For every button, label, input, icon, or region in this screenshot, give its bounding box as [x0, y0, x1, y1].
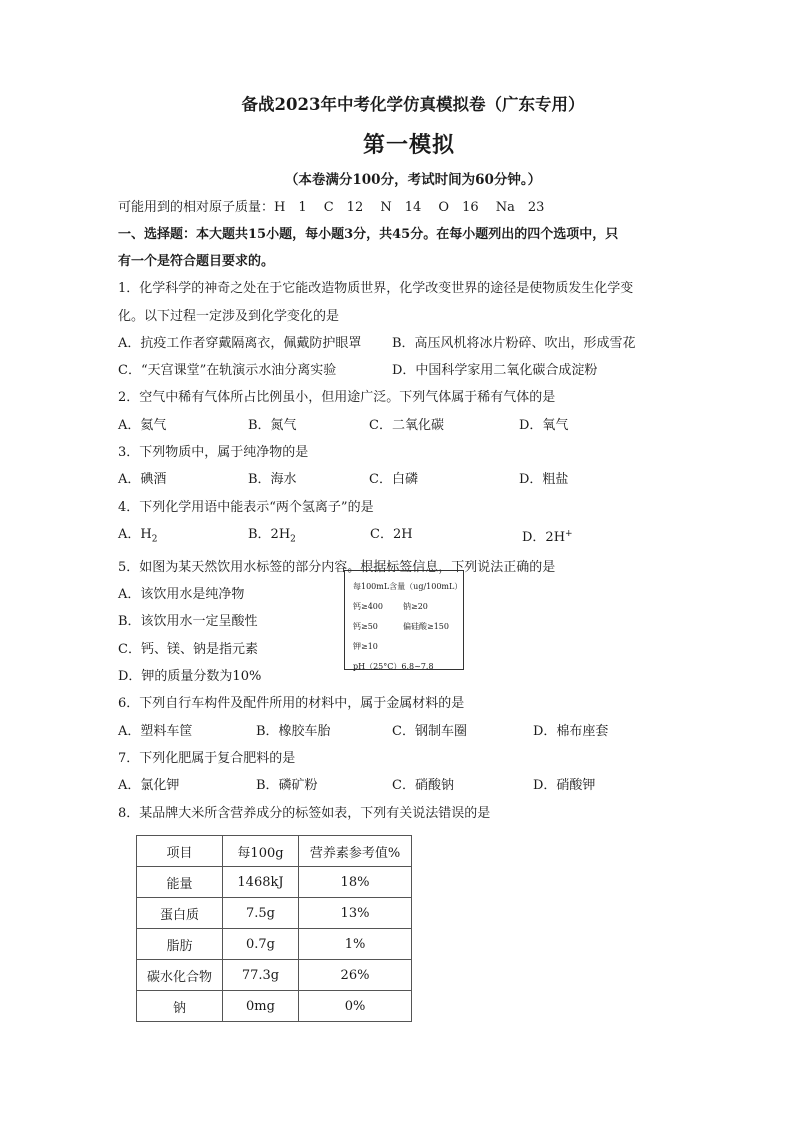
q6-option-b[interactable]: B．橡胶车胎	[256, 723, 331, 739]
section-heading-line1: 一、选择题：本大题共15小题，每小题3分，共45分。在每小题列出的四个选项中，只	[118, 227, 619, 243]
exam-title: 备战2023年中考化学仿真模拟卷（广东专用）	[241, 95, 585, 114]
table-cell: 77.3g	[223, 960, 299, 991]
exam-subtitle: 第一模拟	[362, 132, 455, 158]
table-cell: 脂肪	[137, 929, 223, 960]
q6-stem: 6．下列自行车构件及配件所用的材料中，属于金属材料的是	[118, 696, 465, 712]
q6-option-c[interactable]: C．钢制车圈	[392, 723, 467, 739]
table-row	[137, 929, 412, 960]
water-label-item: 钾≥10	[353, 641, 378, 651]
q4-option-c[interactable]: C．2H	[370, 526, 413, 542]
water-label-ph: pH（25°C）6.8~7.8	[353, 661, 434, 671]
question-7	[118, 745, 678, 800]
q1-option-d[interactable]: D．中国科学家用二氧化碳合成淀粉	[392, 363, 598, 379]
table-cell: 碳水化合物	[137, 960, 223, 991]
table-cell: 0mg	[223, 991, 299, 1022]
water-label-item: 钙≥400	[353, 601, 383, 611]
table-row	[137, 898, 412, 929]
table-cell: 7.5g	[223, 898, 299, 929]
table-cell: 18%	[299, 867, 412, 898]
question-4	[118, 494, 678, 554]
q1-stem-line2: 化。以下过程一定涉及到化学变化的是	[118, 308, 340, 324]
question-6	[118, 690, 678, 745]
water-label-item: 偏硅酸≥150	[403, 621, 449, 631]
q6-option-a[interactable]: A．塑料车筐	[118, 723, 193, 739]
q7-option-a[interactable]: A．氯化钾	[118, 778, 180, 794]
q3-option-d[interactable]: D．粗盐	[519, 472, 569, 488]
question-5	[118, 554, 678, 690]
q2-stem: 2．空气中稀有气体所占比例虽小，但用途广泛。下列气体属于稀有气体的是	[118, 390, 556, 406]
water-label-heading: 每100mL含量（ug/100mL）	[353, 581, 463, 591]
table-cell: 能量	[137, 867, 223, 898]
q6-option-d[interactable]: D．棉布座套	[533, 723, 609, 739]
q5-option-b[interactable]: B．该饮用水一定呈酸性	[118, 614, 258, 630]
q3-option-c[interactable]: C．白磷	[369, 472, 418, 488]
q2-option-b[interactable]: B．氮气	[248, 417, 297, 433]
question-3	[118, 439, 678, 494]
q3-option-b[interactable]: B．海水	[248, 472, 297, 488]
section-heading-line2: 有一个是符合题目要求的。	[118, 254, 275, 270]
question-2	[118, 384, 678, 439]
table-row	[137, 867, 412, 898]
q7-option-d[interactable]: D．硝酸钾	[533, 778, 596, 794]
table-header-cell: 营养素参考值%	[299, 836, 412, 867]
q3-stem: 3．下列物质中，属于纯净物的是	[118, 445, 309, 461]
water-label-image	[344, 570, 464, 670]
table-cell: 钠	[137, 991, 223, 1022]
water-label-item: 钠≥20	[403, 601, 428, 611]
q7-option-b[interactable]: B．磷矿粉	[256, 778, 318, 794]
q2-option-d[interactable]: D．氧气	[519, 417, 569, 433]
table-cell: 0.7g	[223, 929, 299, 960]
q4-option-b[interactable]: B．$2H_2$	[248, 526, 296, 545]
q2-option-c[interactable]: C．二氧化碳	[369, 417, 444, 433]
q5-stem: 5．如图为某天然饮用水标签的部分内容。根据标签信息，下列说法正确的是	[118, 559, 556, 575]
q1-option-a[interactable]: A．抗疫工作者穿戴隔离衣，佩戴防护眼罩	[118, 335, 362, 351]
exam-page	[118, 92, 678, 1016]
table-cell: 1%	[299, 929, 412, 960]
table-header-cell: 每100g	[223, 836, 299, 867]
q7-stem: 7．下列化肥属于复合肥料的是	[118, 750, 296, 766]
question-1	[118, 275, 678, 384]
atomic-masses: 可能用到的相对原子质量：H 1 C 12 N 14 O 16 Na 23	[118, 200, 545, 215]
nutrition-table	[136, 835, 412, 1022]
table-cell: 蛋白质	[137, 898, 223, 929]
water-label-item: 钙≥50	[353, 621, 378, 631]
q8-stem: 8．某品牌大米所含营养成分的标签如表，下列有关说法错误的是	[118, 805, 491, 821]
q1-option-c[interactable]: C．“天宫课堂”在轨演示水油分离实验	[118, 363, 337, 379]
q4-option-d[interactable]: D．2H+	[522, 528, 573, 546]
q5-option-a[interactable]: A．该饮用水是纯净物	[118, 587, 245, 603]
question-8	[118, 800, 678, 827]
q5-option-c[interactable]: C．钙、镁、钠是指元素	[118, 641, 258, 657]
q1-stem-line1: 1．化学科学的神奇之处在于它能改造物质世界，化学改变世界的途径是使物质发生化学变	[118, 281, 634, 297]
q5-option-d[interactable]: D．钾的质量分数为10%	[118, 669, 262, 685]
table-header-cell: 项目	[137, 836, 223, 867]
exam-note: （本卷满分100分，考试时间为60分钟。）	[284, 172, 542, 188]
q2-option-a[interactable]: A．氦气	[118, 417, 167, 433]
q4-option-a[interactable]: A．$H_2$	[118, 526, 158, 545]
q1-option-b[interactable]: B．高压风机将冰片粉碎、吹出，形成雪花	[392, 335, 636, 351]
q7-option-c[interactable]: C．硝酸钠	[392, 778, 454, 794]
q4-stem: 4．下列化学用语中能表示“两个氢离子”的是	[118, 499, 374, 515]
table-cell: 26%	[299, 960, 412, 991]
table-cell: 13%	[299, 898, 412, 929]
q3-option-a[interactable]: A．碘酒	[118, 472, 167, 488]
table-cell: 0%	[299, 991, 412, 1022]
table-cell: 1468kJ	[223, 867, 299, 898]
table-header-row	[137, 836, 412, 867]
table-row	[137, 991, 412, 1022]
table-row	[137, 960, 412, 991]
